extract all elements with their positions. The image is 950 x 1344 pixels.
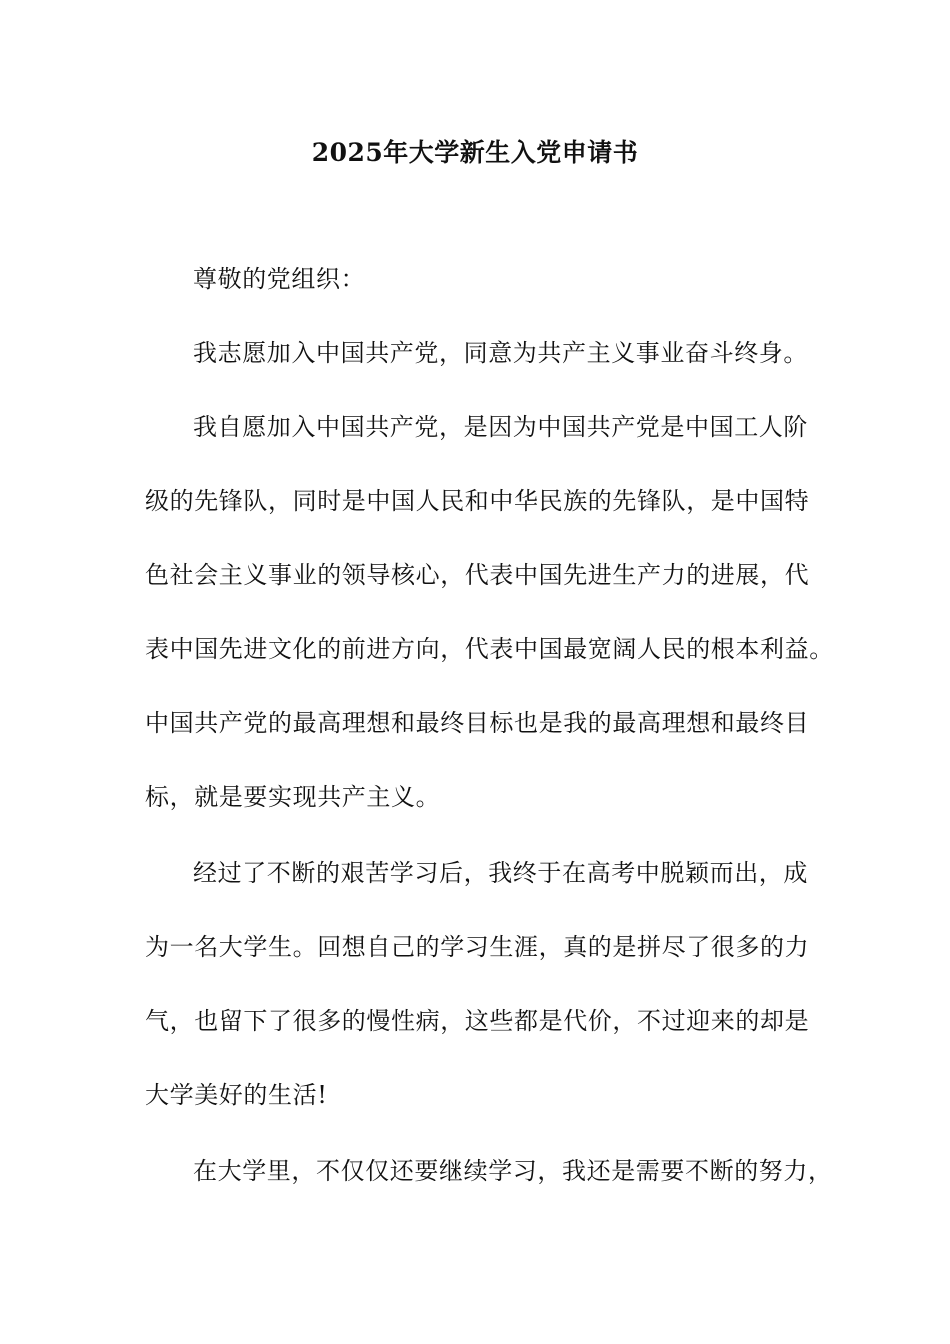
paragraph-line: 中国共产党的最高理想和最终目标也是我的最高理想和最终目: [145, 709, 810, 737]
paragraph-line: 标，就是要实现共产主义。: [145, 783, 441, 811]
paragraph-line: 级的先锋队，同时是中国人民和中华民族的先锋队，是中国特: [145, 487, 810, 515]
paragraph-line: 经过了不断的艰苦学习后，我终于在高考中脱颖而出，成: [193, 859, 808, 887]
salutation: 尊敬的党组织：: [193, 265, 366, 293]
paragraph-line: 我自愿加入中国共产党，是因为中国共产党是中国工人阶: [193, 413, 808, 441]
paragraph-line: 色社会主义事业的领导核心，代表中国先进生产力的进展，代: [145, 561, 810, 589]
paragraph-line: 大学美好的生活!: [145, 1081, 328, 1109]
document-title: 2025年大学新生入党申请书: [311, 138, 639, 167]
paragraph-line: 气，也留下了很多的慢性病，这些都是代价，不过迎来的却是: [145, 1007, 810, 1035]
paragraph-line: 表中国先进文化的前进方向，代表中国最宽阔人民的根本利益。: [145, 635, 834, 663]
paragraph-line: 为一名大学生。回想自己的学习生涯，真的是拼尽了很多的力: [145, 933, 810, 961]
paragraph-line: 在大学里，不仅仅还要继续学习，我还是需要不断的努力，: [193, 1157, 833, 1185]
paragraph-line: 我志愿加入中国共产党，同意为共产主义事业奋斗终身。: [193, 339, 808, 367]
